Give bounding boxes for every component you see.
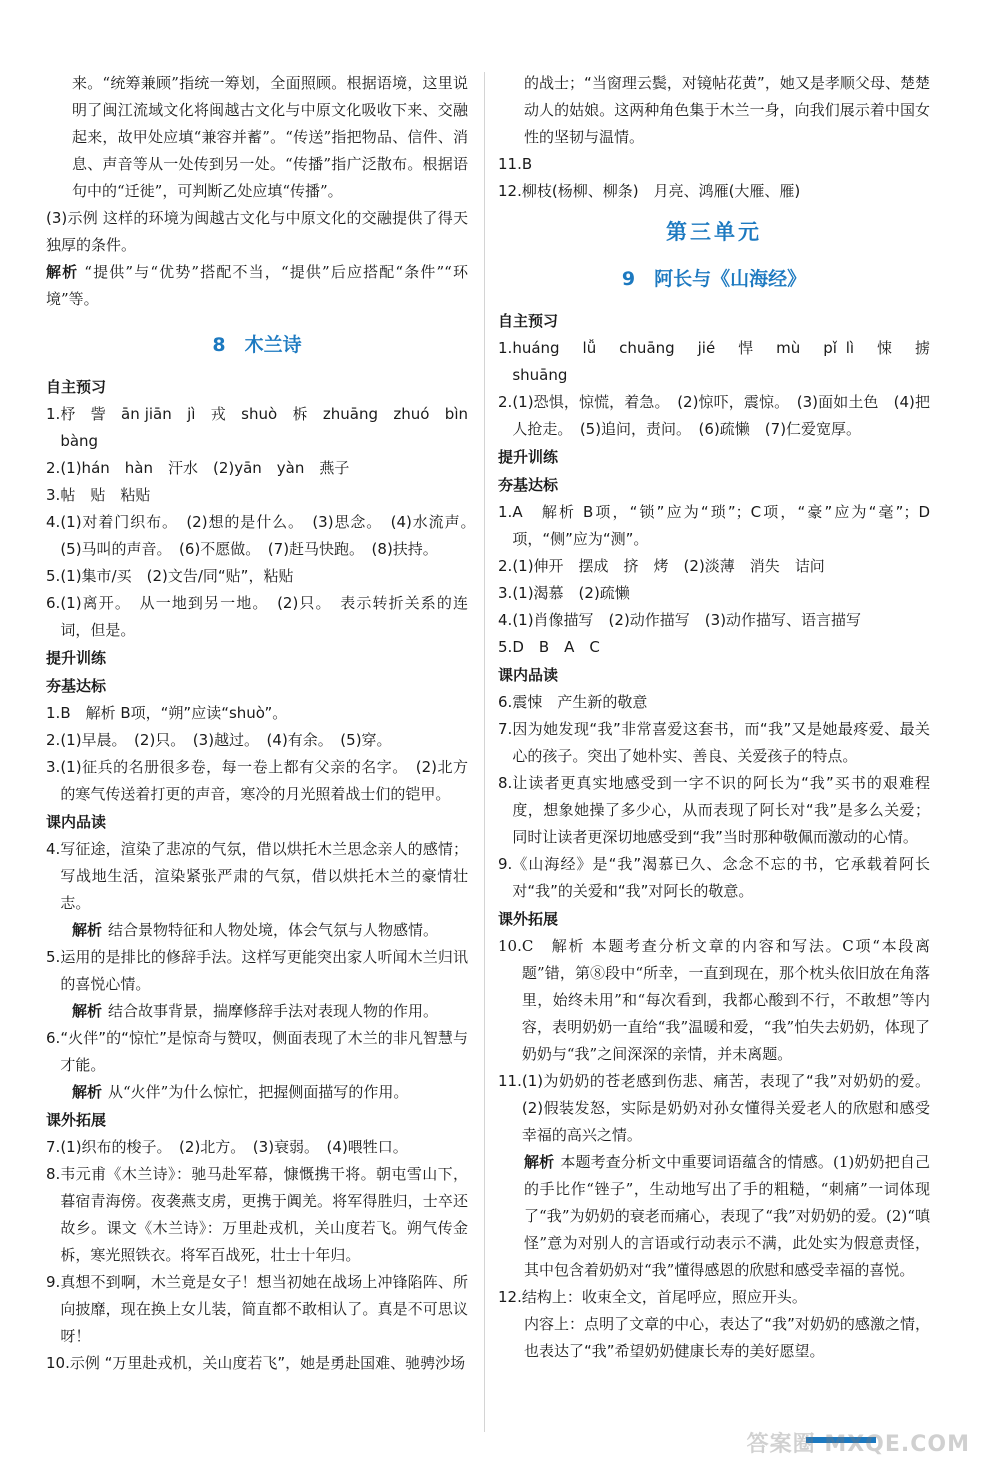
answer-item [498, 178, 930, 205]
answer-item [46, 590, 468, 644]
paragraph [498, 70, 930, 151]
item-number: 3. [46, 486, 61, 504]
answer-item [498, 1068, 930, 1149]
item-number: 5. [498, 638, 513, 656]
paragraph-text: 结合景物特征和人物处境，体会气氛与人物感情。 [108, 921, 439, 939]
item-text: 结构上：收束全文，首尾呼应，照应开头。 [521, 1288, 807, 1306]
answer-item [46, 1269, 468, 1350]
lesson-title: 8 木兰诗 [212, 334, 302, 356]
answer-item [46, 1025, 468, 1079]
answer-item [46, 509, 484, 563]
item-number: 1. [46, 704, 61, 722]
item-text: B [521, 155, 533, 173]
item-number: 2. [498, 393, 513, 411]
item-text: 写征途，渲染了悲凉的气氛，借以烘托木兰思念亲人的感情；写战地生活，渲染紧张严肃的气氛，借以烘托木兰的豪情壮志。 [60, 840, 468, 912]
item-text: (1)恐惧，惊慌，着急。 (2)惊吓，震惊。 (3)面如土色 (4)把人抢走。 (5)追问，责问。 (6)疏懒 (7)仁爱宽厚。 [512, 393, 930, 438]
item-text: 让读者更真实地感受到一字不识的阿长为“我”买书的艰难程度，想象她操了多少心，从而表现了阿长对“我”是多么关爱；同时让读者更深切地感受到“我”当时那种敬佩而激动的心情。 [512, 774, 930, 846]
item-text: (1)hán hàn 汗水 (2)yān yàn 燕子 [60, 459, 350, 477]
paragraph-text: (3)示例 这样的环境为闽越古文化与中原文化的交融提供了得天独厚的条件。 [46, 209, 468, 254]
section-heading: 课内品读 [498, 666, 559, 684]
answer-item [498, 1284, 930, 1311]
item-number: 6. [46, 1029, 61, 1047]
item-number: 10. [46, 1354, 70, 1372]
item-number: 2. [46, 459, 61, 477]
item-number: 1. [46, 405, 61, 423]
section-heading: 课外拓展 [498, 910, 559, 928]
item-text: 帖 贴 粘贴 [60, 486, 151, 504]
analysis-label: 解析 [72, 1002, 103, 1020]
section-heading: 课内品读 [46, 813, 107, 831]
item-text: 《山海经》是“我”渴慕已久、念念不忘的书，它承载着阿长对“我”的关爱和“我”对阿长的敬意。 [512, 855, 930, 900]
item-number: 4. [498, 611, 513, 629]
answer-item [498, 933, 930, 1068]
item-text: (1)离开。 从一地到另一地。 (2)只。 表示转折关系的连词，但是。 [60, 594, 468, 639]
item-text: (1)伸开 摆成 挤 烤 (2)淡薄 消失 诘问 [512, 557, 825, 575]
item-number: 5. [46, 567, 61, 585]
item-text: A 解析 B项，“锁”应为“琐”；C项，“豪”应为“毫”；D项，“侧”应为“测”。 [512, 503, 930, 548]
item-text: C 解析 本题考查分析文章的内容和写法。C项“本段离题”错，第⑧段中“所幸，一直到现在，那个枕头依旧放在角落里，始终未用”和“每次看到，我都心酸到不行，不敢想”等内容，表明奶奶一直给“我”温暖和爱，“我”怕失去奶奶，体现了奶奶与“我”之间深深的亲情，并未离题。 [521, 937, 930, 1063]
section-heading: 提升训练 [498, 448, 559, 466]
item-number: 8. [498, 774, 513, 792]
item-text: (1)集市/买 (2)文告/同“贴”，粘贴 [60, 567, 294, 585]
item-text: (1)早晨。 (2)只。 (3)越过。 (4)有余。 (5)穿。 [60, 731, 392, 749]
item-number: 9. [46, 1273, 61, 1291]
item-number: 11. [498, 1072, 522, 1090]
answer-item [498, 607, 930, 634]
item-text: (1)征兵的名册很多卷，每一卷上都有父亲的名字。 (2)北方的寒气传送着打更的声音，寒冷的月光照着战士们的铠甲。 [60, 758, 468, 803]
answer-item [46, 944, 468, 998]
unit-title: 第三单元 [666, 220, 762, 244]
answer-item [498, 580, 930, 607]
answer-item [46, 563, 468, 590]
item-text: (1)为奶奶的苍老感到伤悲、痛苦，表现了“我”对奶奶的爱。(2)假装发怒，实际是奶奶对孙女懂得关爱老人的欣慰和感受幸福的高兴之情。 [521, 1072, 930, 1144]
paragraph-text: 内容上：点明了文章的中心，表达了“我”对奶奶的感激之情，也表达了“我”希望奶奶健康长寿的美好愿望。 [524, 1315, 930, 1360]
item-text: (1)对着门织布。 (2)想的是什么。 (3)思念。 (4)水流声。 (5)马叫的声音。 (6)不愿做。 (7)赶马快跑。 (8)扶持。 [60, 513, 484, 558]
answer-item [46, 836, 468, 917]
item-number: 5. [46, 948, 61, 966]
answer-item [46, 727, 468, 754]
answer-item [46, 1350, 468, 1377]
answer-item [498, 689, 930, 716]
item-number: 3. [498, 584, 513, 602]
paragraph-text: 从“火伴”为什么惊忙，把握侧面描写的作用。 [108, 1083, 409, 1101]
item-text: “火伴”的“惊忙”是惊奇与赞叹，侧面表现了木兰的非凡智慧与才能。 [60, 1029, 468, 1074]
paragraph-text: “提供”与“优势”搭配不当，“提供”后应搭配“条件”“环境”等。 [46, 263, 468, 308]
item-number: 1. [498, 503, 513, 521]
watermark-logo: 答案圈 MXQE.COM [746, 1432, 970, 1457]
paragraph-text: 来。“统筹兼顾”指统一筹划，全面照顾。根据语境，这里说明了闽江流域文化将闽越古文化与中原文化吸收下来、交融起来，故甲处应填“兼容并蓄”。“传送”指把物品、信件、消息、声音等从一处传到另一处。“传播”指广泛散布。根据语句中的“迁徙”，可判断乙处应填“传播”。 [72, 74, 468, 200]
item-number: 8. [46, 1165, 61, 1183]
item-number: 3. [46, 758, 61, 776]
column-divider [484, 72, 485, 1432]
item-number: 2. [46, 731, 61, 749]
answer-item [46, 455, 468, 482]
left-column [46, 70, 484, 1377]
analysis-note [46, 917, 468, 944]
item-text: huáng lǚ chuāng jié 悍 mù pǐ lì 悚 掳 shuāng [512, 339, 946, 384]
item-text: 柳枝(杨柳、柳条) 月亮、鸿雁(大雁、雁) [521, 182, 801, 200]
item-number: 9. [498, 855, 513, 873]
item-number: 6. [498, 693, 513, 711]
section-heading: 自主预习 [46, 378, 107, 396]
item-text: 杼 訾 ān jiān jì 戎 shuò 柝 zhuāng zhuó bìn bàng [60, 405, 484, 450]
answer-item [498, 770, 930, 851]
answer-item [46, 1134, 468, 1161]
answer-item [498, 634, 930, 661]
answer-item [46, 401, 484, 455]
item-number: 4. [46, 513, 61, 531]
item-text: 真想不到啊，木兰竟是女子！想当初她在战场上冲锋陷阵、所向披靡，现在换上女儿装，简直都不敢相认了。真是不可思议呀！ [60, 1273, 468, 1345]
paragraph [498, 1311, 930, 1365]
item-number: 2. [498, 557, 513, 575]
analysis-note [46, 1079, 468, 1106]
analysis-note [46, 259, 468, 313]
item-number: 12. [498, 182, 522, 200]
analysis-label: 解析 [72, 921, 103, 939]
item-text: 运用的是排比的修辞手法。这样写更能突出家人听闻木兰归讯的喜悦心情。 [60, 948, 468, 993]
item-text: 示例 “万里赴戎机，关山度若飞”，她是勇赴国难、驰骋沙场 [69, 1354, 466, 1372]
section-heading: 提升训练 [46, 649, 107, 667]
section-heading: 夯基达标 [498, 476, 559, 494]
answer-item [498, 851, 930, 905]
item-number: 7. [46, 1138, 61, 1156]
lesson-title: 9 阿长与《山海经》 [621, 268, 807, 290]
item-text: 韦元甫《木兰诗》：驰马赴军幕，慷慨携干将。朝屯雪山下，暮宿青海傍。夜袭燕支虏，更携于阗羌。将军得胜归，士卒还故乡。课文《木兰诗》：万里赴戎机，关山度若飞。朔气传金柝，寒光照铁衣。将军百战死，壮士十年归。 [60, 1165, 468, 1264]
analysis-label: 解析 [524, 1153, 555, 1171]
answer-item [46, 754, 468, 808]
answer-item [498, 716, 930, 770]
item-number: 1. [498, 339, 513, 357]
section-heading: 课外拓展 [46, 1111, 107, 1129]
item-number: 6. [46, 594, 61, 612]
analysis-note [46, 998, 468, 1025]
item-text: (1)渴慕 (2)疏懒 [512, 584, 630, 602]
item-text: 因为她发现“我”非常喜爱这套书，而“我”又是她最疼爱、最关心的孩子。突出了她朴实、善良、关爱孩子的特点。 [512, 720, 930, 765]
item-number: 12. [498, 1288, 522, 1306]
analysis-label: 解析 [46, 263, 79, 281]
answer-item [46, 1161, 468, 1269]
paragraph-text: 的战士；“当窗理云鬓，对镜帖花黄”，她又是孝顺父母、楚楚动人的姑娘。这两种角色集于木兰一身，向我们展示着中国女性的坚韧与温情。 [524, 74, 930, 146]
item-text: B 解析 B项，“朔”应读“shuò”。 [60, 704, 288, 722]
item-text: 震悚 产生新的敬意 [512, 693, 648, 711]
right-column [498, 70, 946, 1365]
answer-item [498, 389, 930, 443]
item-text: (1)织布的梭子。 (2)北方。 (3)衰弱。 (4)喂牲口。 [60, 1138, 408, 1156]
section-heading: 夯基达标 [46, 677, 107, 695]
answer-item [498, 151, 930, 178]
answer-item [498, 553, 930, 580]
paragraph-text: 本题考查分析文中重要词语蕴含的情感。(1)奶奶把自己的手比作“锉子”，生动地写出了手的粗糙，“刺痛”一词体现了“我”为奶奶的衰老而痛心，表现了“我”对奶奶的爱。(2)“嗔怪”意为对别人的言语或行动表示不满，此处实为假意责怪，其中包含着奶奶对“我”懂得感恩的欣慰和感受幸福的喜悦。 [524, 1153, 930, 1279]
section-heading: 自主预习 [498, 312, 559, 330]
answer-item [46, 700, 468, 727]
item-number: 11. [498, 155, 522, 173]
paragraph-text: 结合故事背景，揣摩修辞手法对表现人物的作用。 [108, 1002, 439, 1020]
paragraph [46, 70, 468, 205]
analysis-label: 解析 [72, 1083, 103, 1101]
answer-item [498, 335, 946, 389]
item-number: 10. [498, 937, 522, 955]
answer-item [498, 499, 930, 553]
item-text: D B A C [512, 638, 600, 656]
item-number: 4. [46, 840, 61, 858]
item-number: 7. [498, 720, 513, 738]
answer-item [46, 482, 468, 509]
paragraph [46, 205, 468, 259]
item-text: (1)肖像描写 (2)动作描写 (3)动作描写、语言描写 [512, 611, 862, 629]
analysis-note [498, 1149, 930, 1284]
